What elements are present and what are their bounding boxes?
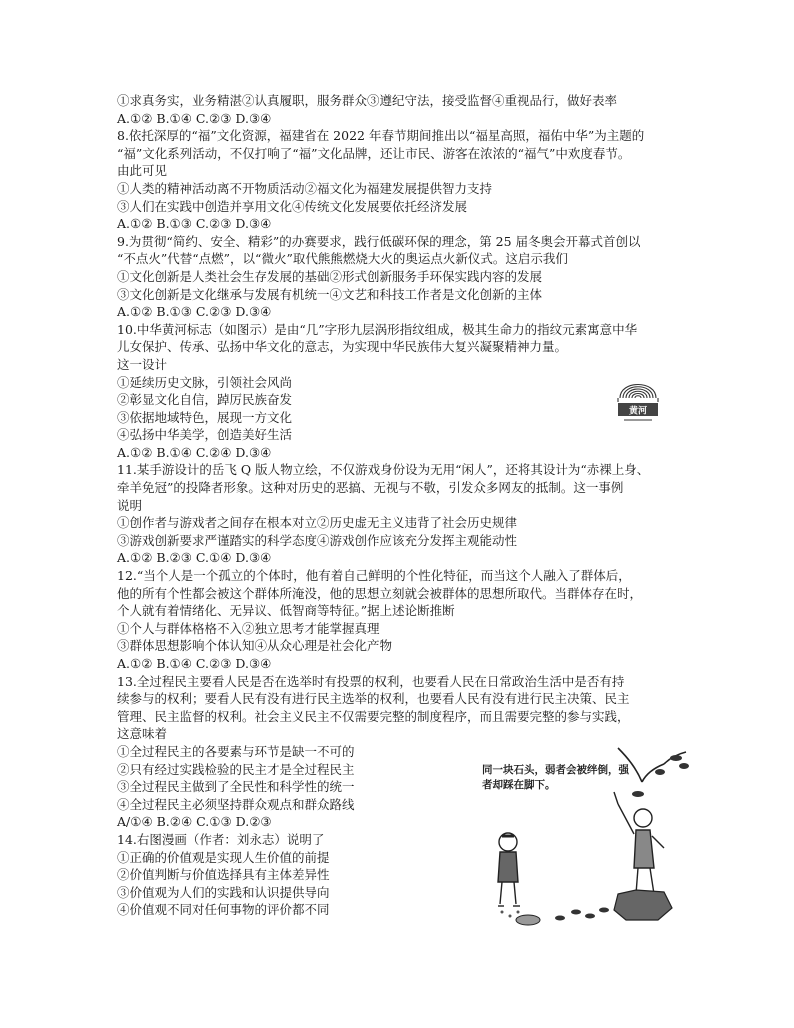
- q11-option-1: ①创作者与游戏者之间存在根本对立②历史虚无主义违背了社会历史规律: [117, 515, 518, 531]
- question-11: [117, 461, 697, 567]
- q8-choices: A.①② B.①③ C.②③ D.③④: [117, 216, 272, 232]
- q12-stem-1: 12.“当个人是一个孤立的个体时，他有着自己鲜明的个性化特征，而当这个人融入了群体后，: [117, 568, 631, 584]
- q13-stem-4: 这意味着: [117, 726, 168, 742]
- q9-option-1: ①文化创新是人类社会生存发展的基础②形式创新服务手环保实践内容的发展: [117, 268, 543, 284]
- q13-stem-2: 续参与的权利；要看人民有没有进行民主选举的权利，也要看人民有没有进行民主决策、民主: [117, 691, 630, 707]
- q14-option-2: ②价值判断与价值选择具有主体差异性: [117, 867, 330, 883]
- q12-choices: A.①② B.①④ C.②③ D.③④: [117, 656, 272, 671]
- q8-option-1: ①人类的精神活动离不开物质活动②福文化为福建发展提供智力支持: [117, 180, 493, 196]
- q14-option-3: ③价值观为人们的实践和认识提供导向: [117, 884, 330, 900]
- q7-options: ①求真务实，业务精湛②认真履职，服务群众③遵纪守法，接受监督④重视品行，做好表率: [117, 93, 618, 108]
- q10-stem-3: 这一设计: [117, 356, 168, 372]
- question-8: [117, 127, 697, 233]
- question-12: [117, 567, 697, 673]
- q12-stem-2: 他的所有个性都会被这个群体所淹没，他的思想立刻就会被群体的思想所取代。当群体存在时，: [117, 585, 643, 601]
- q14-option-1: ①正确的价值观是实现人生价值的前提: [117, 849, 330, 865]
- q13-choices: A/①④ B.②④ C.①③ D.②③: [117, 814, 272, 830]
- q13-stem-1: 13.全过程民主要看人民是否在选举时有投票的权利，也要看人民在日常政治生活中是否有持: [117, 673, 625, 689]
- q8-option-2: ③人们在实践中创造并享用文化④传统文化发展要依托经济发展: [117, 198, 468, 214]
- q10-stem-1: 10.中华黄河标志（如图示）是由“几”字形九层涡形指纹组成，极其生命力的指纹元素寓意中华: [117, 321, 638, 337]
- q10-option-3: ③依据地域特色，展现一方文化: [117, 409, 293, 425]
- q12-option-1: ①个人与群体格格不入②独立思考才能掌握真理: [117, 620, 380, 636]
- q9-choices: A.①② B.①③ C.②③ D.③④: [117, 304, 272, 320]
- fingerprint-emblem-icon: [612, 368, 664, 424]
- q7-choices: A.①② B.①④ C.②③ D.③④: [117, 110, 272, 126]
- q13-option-1: ①全过程民主的各要素与环节是缺一不可的: [117, 743, 355, 759]
- q11-choices: A.①② B.②③ C.①④ D.③④: [117, 550, 272, 566]
- q8-stem-3: 由此可见: [117, 163, 168, 179]
- question-10: [117, 321, 697, 462]
- q12-stem-3: 个人就有着情绪化、无异议、低智商等特征。”据上述论断推断: [117, 603, 455, 619]
- q11-option-2: ③游戏创新要求严谨踏实的科学态度④游戏创作应该充分发挥主观能动性: [117, 532, 518, 548]
- q11-stem-3: 说明: [117, 497, 143, 513]
- q9-option-2: ③文化创新是文化继承与发展有机统一④文艺和科技工作者是文化创新的主体: [117, 286, 543, 302]
- yellow-river-emblem: [612, 368, 664, 424]
- q9-stem-2: “不点火”代替“点燃”，以“微火”取代熊熊燃烧大火的奥运点火新仪式。这启示我们: [117, 251, 568, 267]
- q13-stem-3: 管理、民主监督的权利。社会主义民主不仅需要完整的制度程序，而且需要完整的参与实践，: [117, 708, 630, 724]
- emblem-text: 黄河: [628, 406, 648, 417]
- q13-option-2: ②只有经过实践检验的民主才是全过程民主: [117, 761, 355, 777]
- question-7-tail: [117, 92, 697, 127]
- q10-stem-2: 儿女保护、传承、弘扬中华文化的意志，为实现中华民族伟大复兴凝聚精神力量。: [117, 339, 568, 355]
- q11-stem-2: 牵羊免冠”的投降者形象。这种对历史的恶搞、无视与不敬，引发众多网友的抵制。这一事例: [117, 480, 624, 496]
- q8-stem-2: “福”文化系列活动，不仅打响了“福”文化品牌，还让市民、游客在浓浓的“福气”中欢度春节。: [117, 145, 631, 161]
- q11-stem-1: 11.某手游设计的岳飞 Q 版人物立绘，不仅游戏身份设为无用“闲人”，还将其设计为“赤裸上身、: [117, 462, 650, 478]
- q14-stem: 14.右图漫画（作者：刘永志）说明了: [117, 831, 325, 847]
- q9-stem-1: 9.为贯彻“简约、安全、精彩”的办赛要求，践行低碳环保的理念，第 25 届冬奥会开幕式首创以: [117, 233, 641, 249]
- q13-option-4: ④全过程民主必须坚持群众观点和群众路线: [117, 796, 355, 812]
- q10-option-4: ④弘扬中华美学，创造美好生活: [117, 427, 293, 443]
- q8-stem-1: 8.依托深厚的“福”文化资源，福建省在 2022 年春节期间推出以“福星高照，福佑中华”为主题的: [117, 128, 645, 144]
- q10-choices: A.①② B.①④ C.②④ D.③④: [117, 444, 272, 460]
- q12-option-2: ③群体思想影响个体认知④从众心理是社会化产物: [117, 638, 393, 654]
- q10-option-2: ②彰显文化自信，踔厉民族奋发: [117, 392, 293, 408]
- q10-option-1: ①延续历史文脉，引领社会风尚: [117, 374, 293, 390]
- cartoon-caption: 同一块石头，弱者会被绊倒，强者却踩在脚下。: [482, 764, 629, 791]
- q13-option-3: ③全过程民主做到了全民性和科学性的统一: [117, 779, 355, 795]
- question-9: [117, 233, 697, 321]
- q14-option-4: ④价值观不同对任何事物的评价都不同: [117, 902, 330, 918]
